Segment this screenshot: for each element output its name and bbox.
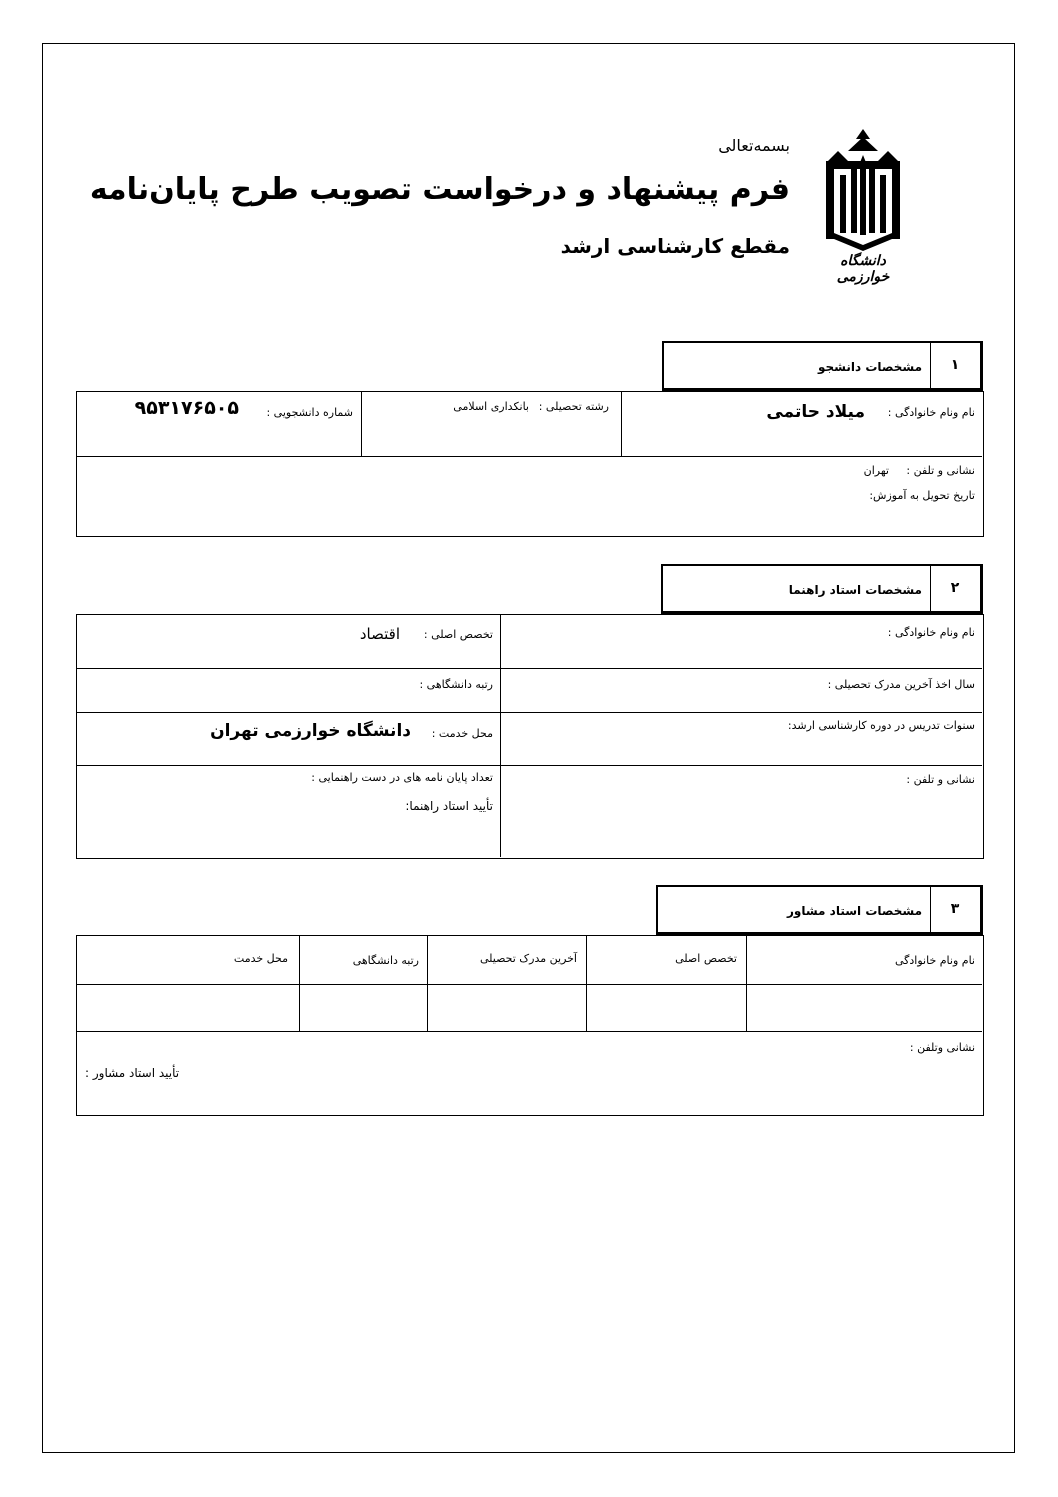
section2-table	[76, 614, 984, 859]
section1-title: مشخصات دانشجو	[817, 360, 922, 374]
section3-table	[76, 935, 984, 1116]
delivery-date-label: تاریخ تحویل به آموزش:	[869, 489, 975, 502]
consultant-col-rank: رتبه دانشگاهی	[352, 954, 419, 967]
student-address-label: نشانی و تلفن :	[906, 464, 975, 477]
consultant-col-specialty: تخصص اصلی	[675, 952, 737, 965]
consultant-col-workplace: محل خدمت	[233, 952, 288, 965]
section1-table	[76, 391, 984, 537]
student-number-label: شماره دانشجویی :	[266, 406, 353, 419]
section2-header	[661, 564, 983, 614]
degree-year-label: سال اخذ آخرین مدرک تحصیلی :	[827, 678, 975, 691]
student-address-value: تهران	[863, 464, 889, 477]
consultant-address-label: نشانی وتلفن :	[909, 1041, 975, 1054]
university-logo	[818, 125, 908, 285]
section1-header	[662, 341, 983, 391]
advisor-name-label: نام ونام خانوادگی :	[887, 626, 975, 639]
advisor-approval-label: تأیید استاد راهنما:	[405, 799, 493, 813]
student-name-label: نام ونام خانوادگی :	[887, 406, 975, 419]
section3-header	[656, 885, 983, 935]
field-of-study-label: رشته تحصیلی :	[538, 400, 609, 413]
section3-title: مشخصات استاد مشاور	[786, 904, 922, 918]
theses-count-label: تعداد پایان نامه های در دست راهنمایی :	[311, 771, 493, 784]
section1-number: ۱	[950, 357, 960, 373]
bismillah: بسمه‌تعالی	[718, 136, 790, 155]
section3-number: ۳	[950, 901, 960, 917]
consultant-col-name: نام ونام خانوادگی	[894, 954, 975, 967]
workplace-value: دانشگاه خوارزمی تهران	[210, 721, 411, 741]
form-subtitle: مقطع کارشناسی ارشد	[560, 234, 790, 258]
section2-title: مشخصات استاد راهنما	[788, 583, 922, 597]
advisor-specialty-value: اقتصاد	[359, 625, 400, 643]
advisor-specialty-label: تخصص اصلی :	[423, 628, 493, 641]
form-title: فرم پیشنهاد و درخواست تصویب طرح پایان‌نامه	[89, 172, 790, 207]
academic-rank-label: رتبه دانشگاهی :	[419, 678, 493, 691]
workplace-label: محل خدمت :	[431, 727, 493, 740]
section2-number: ۲	[950, 580, 960, 596]
field-of-study-value: بانکداری اسلامی	[453, 400, 529, 413]
logo-caption: دانشگاه خوارزمی	[836, 253, 890, 285]
student-name-value: میلاد حاتمی	[766, 402, 865, 422]
student-number-value: ۹۵۳۱۷۶۵۰۵	[134, 397, 239, 419]
teaching-years-label: سنوات تدریس در دوره کارشناسی ارشد:	[787, 719, 975, 732]
consultant-col-degree: آخرین مدرک تحصیلی	[479, 952, 577, 965]
advisor-address-label: نشانی و تلفن :	[906, 773, 975, 786]
consultant-approval-label: تأیید استاد مشاور :	[85, 1066, 180, 1080]
